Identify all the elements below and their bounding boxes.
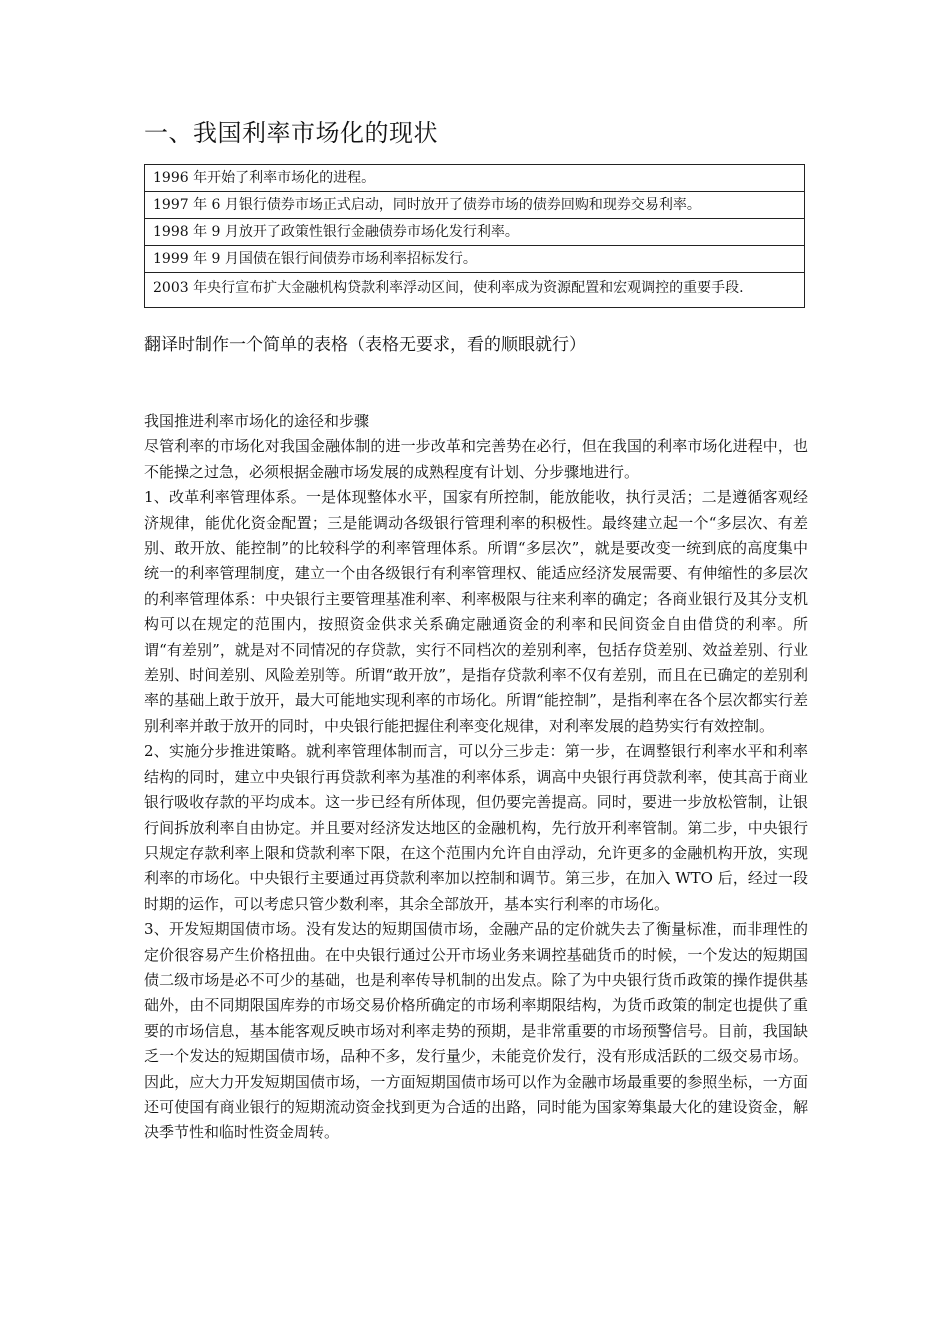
section-heading: 一、我国利率市场化的现状 — [144, 119, 438, 147]
paragraph: 1、改革利率管理体系。一是体现整体水平，国家有所控制，能放能收，执行灵活；二是遵循客观经济规律，能优化资金配置；三是能调动各级银行管理利率的积极性。最终建立起一个“多层次、有差别、敢开放、能控制”的比较科学的利率管理体系。所谓“多层次”，就是要改变一统到底的高度集中统一的利率管理制度，建立一个由各级银行有利率管理权、能适应经济发展需要、有伸缩性的多层次的利率管理体系：中央银行主要管理基准利率、利率极限与往来利率的确定；各商业银行及其分支机构可以在规定的范围内，按照资金供求关系确定融通资金的利率和民间资金自由借贷的利率。所谓“有差别”，就是对不同情况的存贷款，实行不同档次的差别利率，包括存贷差别、效益差别、行业差别、时间差别、风险差别等。所谓“敢开放”，是指存贷款利率不仅有差别，而且在已确定的差别利率的基础上敢于放开，最大可能地实现利率的市场化。所谓“能控制”，是指利率在各个层次都实行差别利率并敢于放开的同时，中央银行能把握住利率变化规律，对利率发展的趋势实行有效控制。 — [144, 488, 808, 735]
timeline-row: 1998 年 9 月放开了政策性银行金融债券市场化发行利率。 — [145, 219, 804, 246]
timeline-row: 2003 年央行宣布扩大金融机构贷款利率浮动区间，使利率成为资源配置和宏观调控的重要手段. — [153, 280, 744, 296]
timeline-row: 1997 年 6 月银行债券市场正式启动，同时放开了债券市场的债券回购和现券交易利率。 — [145, 192, 804, 219]
timeline-row: 1996 年开始了利率市场化的进程。 — [145, 165, 804, 192]
translation-note: 翻译时制作一个简单的表格（表格无要求，看的顺眼就行） — [144, 335, 586, 355]
body-text — [144, 409, 808, 1146]
timeline-row: 1999 年 9 月国债在银行间债券市场利率招标发行。 — [145, 246, 804, 273]
paragraph: 尽管利率的市场化对我国金融体制的进一步改革和完善势在必行，但在我国的利率市场化进程中，也不能操之过急，必须根据金融市场发展的成熟程度有计划、分步骤地进行。 — [144, 437, 808, 481]
timeline-table — [144, 164, 805, 308]
subsection-title: 我国推进利率市场化的途径和步骤 — [144, 412, 370, 430]
paragraph: 2、实施分步推进策略。就利率管理体制而言，可以分三步走：第一步，在调整银行利率水平和利率结构的同时，建立中央银行再贷款利率为基准的利率体系，调高中央银行再贷款利率，使其高于商业银行吸收存款的平均成本。这一步已经有所体现，但仍要完善提高。同时，要进一步放松管制，让银行间拆放利率自由协定。并且要对经济发达地区的金融机构，先行放开利率管制。第二步，中央银行只规定存款利率上限和贷款利率下限，在这个范围内允许自由浮动，允许更多的金融机构开放，实现利率的市场化。中央银行主要通过再贷款利率加以控制和调节。第三步，在加入 WTO 后，经过一段时期的运作，可以考虑只管少数利率，其余全部放开，基本实行利率的市场化。 — [144, 742, 808, 913]
paragraph: 3、开发短期国债市场。没有发达的短期国债市场，金融产品的定价就失去了衡量标准，而非理性的定价很容易产生价格扭曲。在中央银行通过公开市场业务来调控基础货币的时候，一个发达的短期国债二级市场是必不可少的基础，也是利率传导机制的出发点。除了为中央银行货币政策的操作提供基础外，由不同期限国库券的市场交易价格所确定的市场利率期限结构，为货币政策的制定也提供了重要的市场信息，基本能客观反映市场对利率走势的预期，是非常重要的市场预警信号。目前，我国缺乏一个发达的短期国债市场，品种不多，发行量少，未能竞价发行，没有形成活跃的二级交易市场。因此，应大力开发短期国债市场，一方面短期国债市场可以作为金融市场最重要的参照坐标，一方面还可使国有商业银行的短期流动资金找到更为合适的出路，同时能为国家筹集最大化的建设资金，解决季节性和临时性资金周转。 — [144, 920, 808, 1142]
